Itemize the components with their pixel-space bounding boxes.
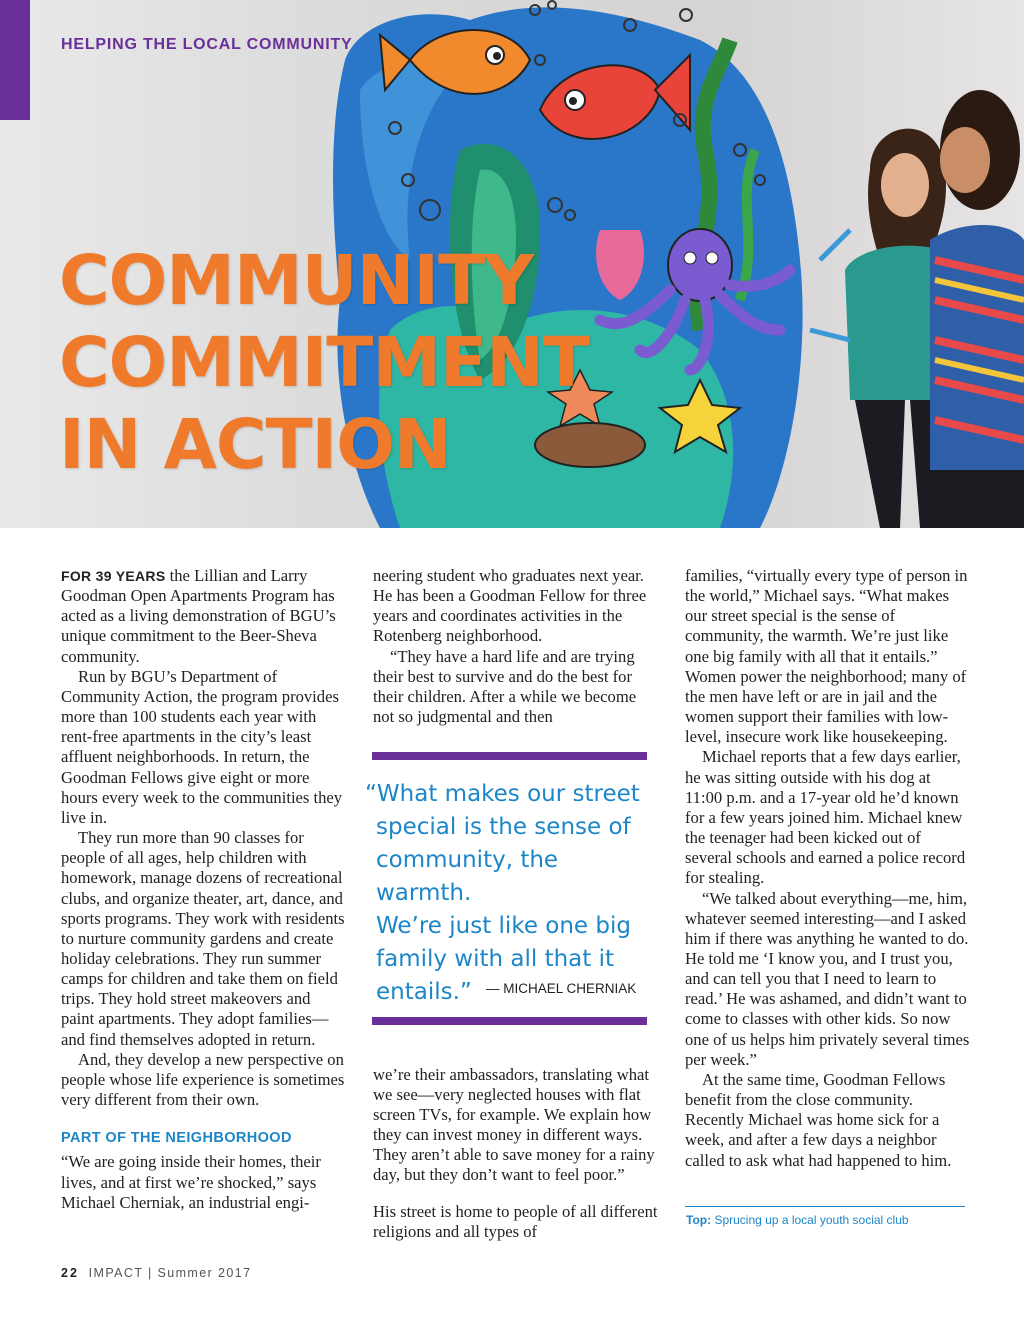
paragraph: Michael reports that a few days earlier, he was sitting outside with his dog at 11:00 p.m. and a 17-year old he’d known for a few years joined him. Michael knew the teenager had been kicked out of several schools and earned a police record for stealing. [685, 747, 966, 888]
caption-text: Sprucing up a local youth social club [711, 1213, 909, 1227]
headline-line-3: IN ACTION [59, 405, 451, 485]
page-title [59, 240, 589, 486]
pull-quote-line: entails.” [376, 979, 472, 1005]
pull-quote-line: community, the warmth. [376, 847, 559, 906]
paragraph: we’re their ambassadors, translating what we see—very neglected houses with flat screen TVs, for example. We explain how they can invest money in different ways. They aren’t able to save money for a rainy day, but they don’t want to feel poor.” [373, 1064, 655, 1185]
article-column-2-top [373, 566, 658, 727]
pull-quote-top-rule [372, 752, 647, 760]
article-column-3 [685, 566, 970, 1171]
paragraph: “We talked about everything—me, him, whatever seemed interesting—and I asked him if there was anything he wanted to do. He told me ‘I know you, and I trust you, and can tell you that I need to learn to read.’ He was ashamed, and didn’t want to come to classes with other kids. So now one of us helps him privately several times per week.” [685, 888, 970, 1069]
paragraph: “We are going inside their homes, their lives, and at first we’re shocked,” says Michael Cherniak, an industrial engi- [61, 1152, 321, 1212]
paragraph: families, “virtually every type of person in the world,” Michael says. “What makes our street special is the sense of community, the warmth. We’re just like one big family with all that it entails.” Women power the neighborhood; many of the men have left or are in jail and the women support their families with low-level, insecure work like housekeeping. [685, 566, 968, 747]
lead-in: FOR 39 YEARS [61, 568, 166, 584]
caption-rule [685, 1206, 965, 1207]
pull-quote [365, 778, 655, 1009]
paragraph: “They have a hard life and are trying their best to survive and do the best for their children. After a while we become not so judgmental and then [373, 646, 637, 727]
pull-quote-line: family with all that it [376, 946, 615, 972]
photo-caption [686, 1213, 909, 1227]
headline-line-2: COMMITMENT [59, 323, 589, 403]
headline-line-1: COMMUNITY [59, 241, 534, 321]
publication-name: IMPACT | Summer 2017 [88, 1266, 252, 1280]
paragraph: They run more than 90 classes for people of all ages, help children with homework, manage dozens of recreational clubs, and organize theater, art, dance, and sports programs. They work with residents to nurture community gardens and create holiday celebrations. They run summer camps for children and take them on field trips. They hold street makeovers and paint apartments. They adopt families—and find themselves adopted in return. [61, 828, 345, 1049]
pull-quote-line: special is the sense of [376, 814, 631, 840]
subheading: PART OF THE NEIGHBORHOOD [61, 1130, 292, 1147]
paragraph: neering student who graduates next year. He has been a Goodman Fellow for three years and coordinates activities in the Rotenberg neighborhood. [373, 566, 647, 646]
paragraph: Run by BGU’s Department of Community Action, the program provides more than 100 students each year with rent-free apartments in the city’s least affluent neighborhoods. In return, the Goodman Fellows give eight or more hours every week to the communities they live in. [61, 666, 343, 827]
paragraph: At the same time, Goodman Fellows benefit from the close community. Recently Michael was home sick for a week, and after a few days a neighbor called to ask what had happened to him. [685, 1069, 952, 1170]
pull-quote-line: “What makes our street [365, 781, 640, 807]
paragraph: FOR 39 YEARS the Lillian and Larry Goodman Open Apartments Program has acted as a living demonstration of BGU’s unique commitment to the Beer-Sheva community. [61, 566, 336, 666]
page-number: 22 [61, 1266, 79, 1280]
section-label: HELPING THE LOCAL COMMUNITY [61, 36, 353, 53]
page-footer [61, 1266, 251, 1280]
pull-quote-line: We’re just like one big [376, 913, 631, 939]
paragraph: His street is home to people of all different religions and all types of [373, 1202, 658, 1242]
paragraph: And, they develop a new perspective on people whose life experience is sometimes very different from their own. [61, 1049, 345, 1110]
caption-label: Top: [686, 1213, 712, 1227]
section-accent-bar [0, 0, 30, 120]
article-column-1 [61, 566, 346, 1213]
pull-quote-attribution: — MICHAEL CHERNIAK [486, 981, 637, 996]
article-column-2-bottom [373, 1048, 658, 1259]
pull-quote-bottom-rule [372, 1017, 647, 1025]
